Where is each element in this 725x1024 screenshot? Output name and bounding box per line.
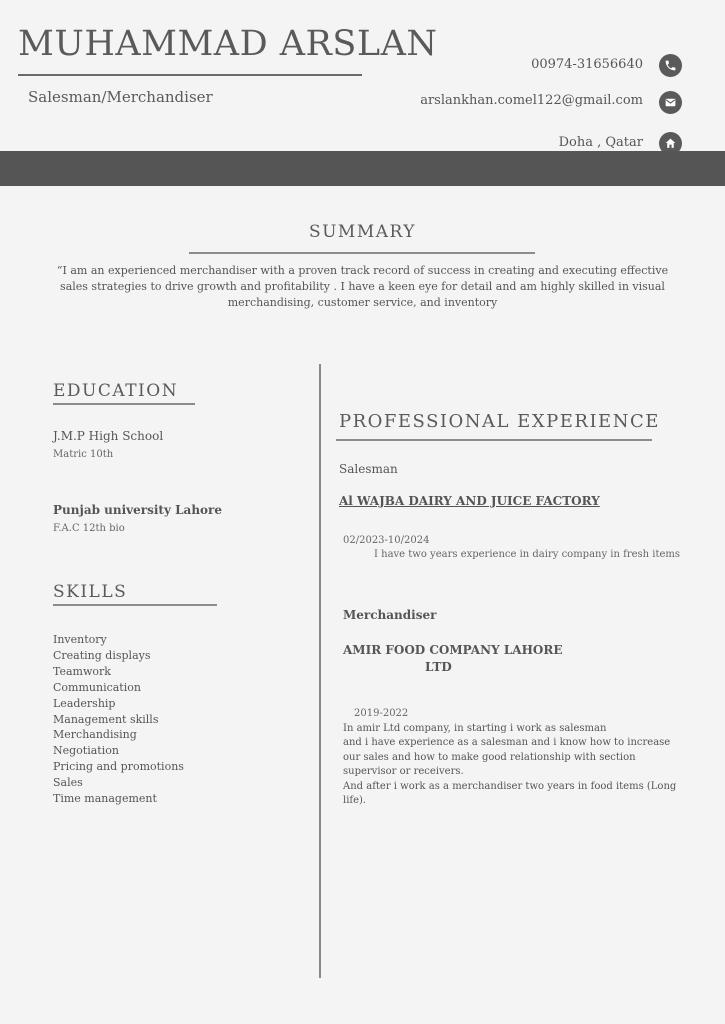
phone-number: 00974-31656640 xyxy=(531,57,643,72)
job-company-line1: AMIR FOOD COMPANY LAHORE xyxy=(343,643,563,657)
job-description-line: and i have experience as a salesman and i know how to increase our sales and how to make good relationship with section supervisor or receivers. xyxy=(343,737,671,778)
skill-item: Leadership xyxy=(53,696,116,710)
job-dates: 02/2023-10/2024 xyxy=(343,535,430,546)
job-description-line: In amir Ltd company, in starting i work as salesman xyxy=(343,723,607,734)
email-address[interactable]: arslankhan.comel122@gmail.com xyxy=(420,93,643,108)
education-school: J.M.P High School xyxy=(53,429,164,443)
skill-item: Time management xyxy=(53,792,157,806)
job-description xyxy=(343,722,688,808)
skill-item: Management skills xyxy=(53,712,159,726)
summary-title: SUMMARY xyxy=(308,222,417,242)
experience-underline xyxy=(336,439,652,441)
job-position: Salesman xyxy=(339,462,398,476)
skill-item: Teamwork xyxy=(53,664,111,678)
phone-icon xyxy=(659,54,682,77)
summary-underline xyxy=(189,252,535,254)
education-underline xyxy=(53,403,195,405)
skill-item: Communication xyxy=(53,680,141,694)
job-dates: 2019-2022 xyxy=(354,708,409,719)
skill-item: Creating displays xyxy=(53,648,151,662)
job-position: Merchandiser xyxy=(343,608,437,622)
education-title: EDUCATION xyxy=(53,381,179,401)
header-bar xyxy=(0,151,725,186)
skills-title: SKILLS xyxy=(53,582,128,602)
education-degree: F.A.C 12th bio xyxy=(53,523,125,534)
candidate-role: Salesman/Merchandiser xyxy=(28,88,213,106)
skills-list xyxy=(53,632,184,807)
job-company-line2: LTD xyxy=(425,660,452,674)
mail-icon xyxy=(659,91,682,114)
skill-item: Pricing and promotions xyxy=(53,760,184,774)
location: Doha , Qatar xyxy=(558,135,643,150)
skill-item: Inventory xyxy=(53,633,107,646)
job-description: I have two years experience in dairy company in fresh items xyxy=(374,549,681,560)
job-company: Al WAJBA DAIRY AND JUICE FACTORY xyxy=(339,494,600,508)
education-school: Punjab university Lahore xyxy=(53,503,223,517)
skill-item: Sales xyxy=(53,776,83,790)
education-degree: Matric 10th xyxy=(53,449,114,460)
skill-item: Merchandising xyxy=(53,728,137,742)
column-divider xyxy=(319,364,321,978)
candidate-name: MUHAMMAD ARSLAN xyxy=(18,24,438,64)
skills-underline xyxy=(53,604,217,606)
name-underline xyxy=(18,74,362,76)
experience-title: PROFESSIONAL EXPERIENCE xyxy=(339,411,660,432)
job-description-line: And after i work as a merchandiser two years in food items (Long life). xyxy=(343,780,677,807)
skill-item: Negotiation xyxy=(53,744,119,758)
summary-text: “I am an experienced merchandiser with a proven track record of success in creating and executing effective sales strategies to drive growth and profitability . I have a keen eye for detail and am highly skilled in visual merchandising, customer service, and inventory xyxy=(56,264,669,309)
